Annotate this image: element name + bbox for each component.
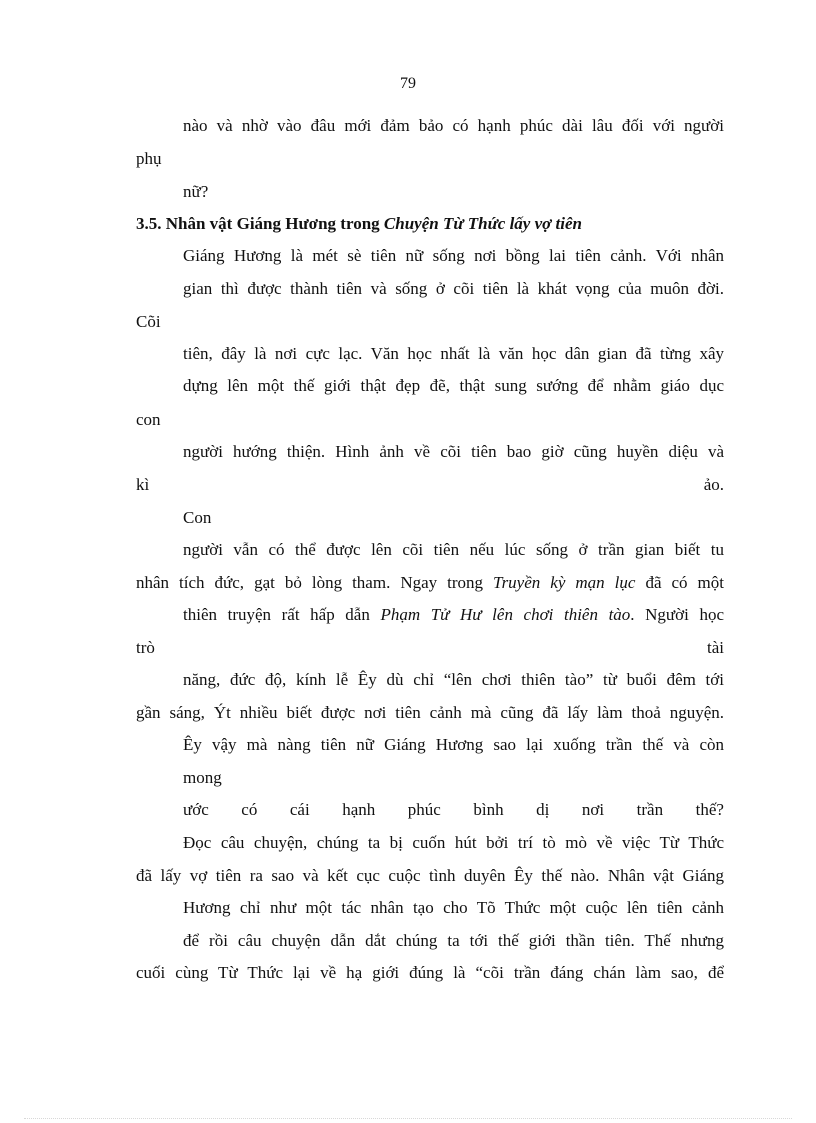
text-line	[136, 638, 724, 658]
text-segment: . Người học	[630, 605, 724, 624]
text-line: năng, đức độ, kính lễ Êy dù chỉ “lên chơi thiên tào” từ buổi đêm tới	[183, 670, 724, 689]
book-title: Truyền kỳ mạn lục	[493, 573, 636, 592]
section-heading	[136, 214, 724, 234]
text-word: trần	[636, 800, 664, 819]
text-word: dị	[536, 800, 550, 819]
section-heading-title: Chuyện Từ Thức lấy vợ tiên	[383, 214, 582, 233]
text-line: Giáng Hương là mét sè tiên nữ sống nơi bồng lai tiên cảnh. Với nhân	[183, 246, 724, 265]
text-word: nơi	[581, 800, 605, 819]
text-line	[136, 573, 724, 593]
text-line: để rồi câu chuyện dẫn dắt chúng ta tới thế giới thần tiên. Thế nhưng	[183, 931, 724, 950]
page-bottom-divider	[24, 1118, 792, 1119]
text-line: dựng lên một thế giới thật đẹp đẽ, thật sung sướng để nhằm giáo dục	[183, 376, 724, 395]
text-line: Con	[183, 508, 212, 527]
text-word: bình	[473, 800, 504, 819]
text-line: con	[136, 410, 161, 429]
story-title: Phạm Tử Hư lên chơi thiên tào	[380, 605, 631, 624]
section-heading-text: 3.5. Nhân vật Giáng Hương trong	[136, 214, 384, 233]
text-word: có	[241, 800, 258, 819]
text-word: kì	[136, 475, 150, 494]
text-word: ước	[183, 800, 209, 819]
text-segment: nhân tích đức, gạt bỏ lòng tham. Ngay trong	[136, 573, 494, 592]
text-word: cái	[289, 800, 310, 819]
text-line: cuối cùng Từ Thức lại về hạ giới đúng là “cõi trần đáng chán làm sao, để	[136, 963, 724, 982]
text-word: hạnh	[342, 800, 376, 819]
text-line: nào và nhờ vào đâu mới đảm bảo có hạnh phúc dài lâu đối với người	[183, 116, 724, 135]
page-number: 79	[400, 75, 416, 92]
text-line: đã lấy vợ tiên ra sao và kết cục cuộc tình duyên Êy thế nào. Nhân vật Giáng	[136, 866, 724, 885]
text-word: tài	[707, 638, 724, 657]
text-line	[183, 605, 724, 625]
text-word: ảo.	[703, 475, 724, 494]
text-word: trò	[136, 638, 155, 657]
text-line: người hướng thiện. Hình ảnh về cõi tiên bao giờ cũng huyền diệu và	[183, 442, 724, 461]
text-word: thế?	[695, 800, 724, 819]
text-line: Êy vậy mà nàng tiên nữ Giáng Hương sao lại xuống trần thế và còn	[183, 735, 724, 754]
text-line: mong	[183, 768, 222, 787]
text-line: người vẫn có thể được lên cõi tiên nếu lúc sống ở trần gian biết tu	[183, 540, 724, 559]
text-line: nữ?	[183, 182, 209, 201]
text-line	[183, 800, 724, 820]
text-segment: đã có một	[635, 573, 724, 592]
text-word: phúc	[407, 800, 441, 819]
text-line	[136, 475, 724, 495]
text-line: tiên, đây là nơi cực lạc. Văn học nhất là văn học dân gian đã từng xây	[183, 344, 724, 363]
text-line: Cõi	[136, 312, 161, 331]
text-line: Hương chỉ như một tác nhân tạo cho Tõ Thức một cuộc lên tiên cảnh	[183, 898, 724, 917]
text-line: phụ	[136, 149, 162, 168]
text-line: Đọc câu chuyện, chúng ta bị cuốn hút bởi trí tò mò về việc Từ Thức	[183, 833, 724, 852]
text-segment: thiên truyện rất hấp dẫn	[183, 605, 381, 624]
text-line: gian thì được thành tiên và sống ở cõi tiên là khát vọng của muôn đời.	[183, 279, 724, 298]
text-line: gần sáng, Ýt nhiều biết được nơi tiên cảnh mà cũng đã lấy làm thoả nguyện.	[136, 703, 724, 722]
